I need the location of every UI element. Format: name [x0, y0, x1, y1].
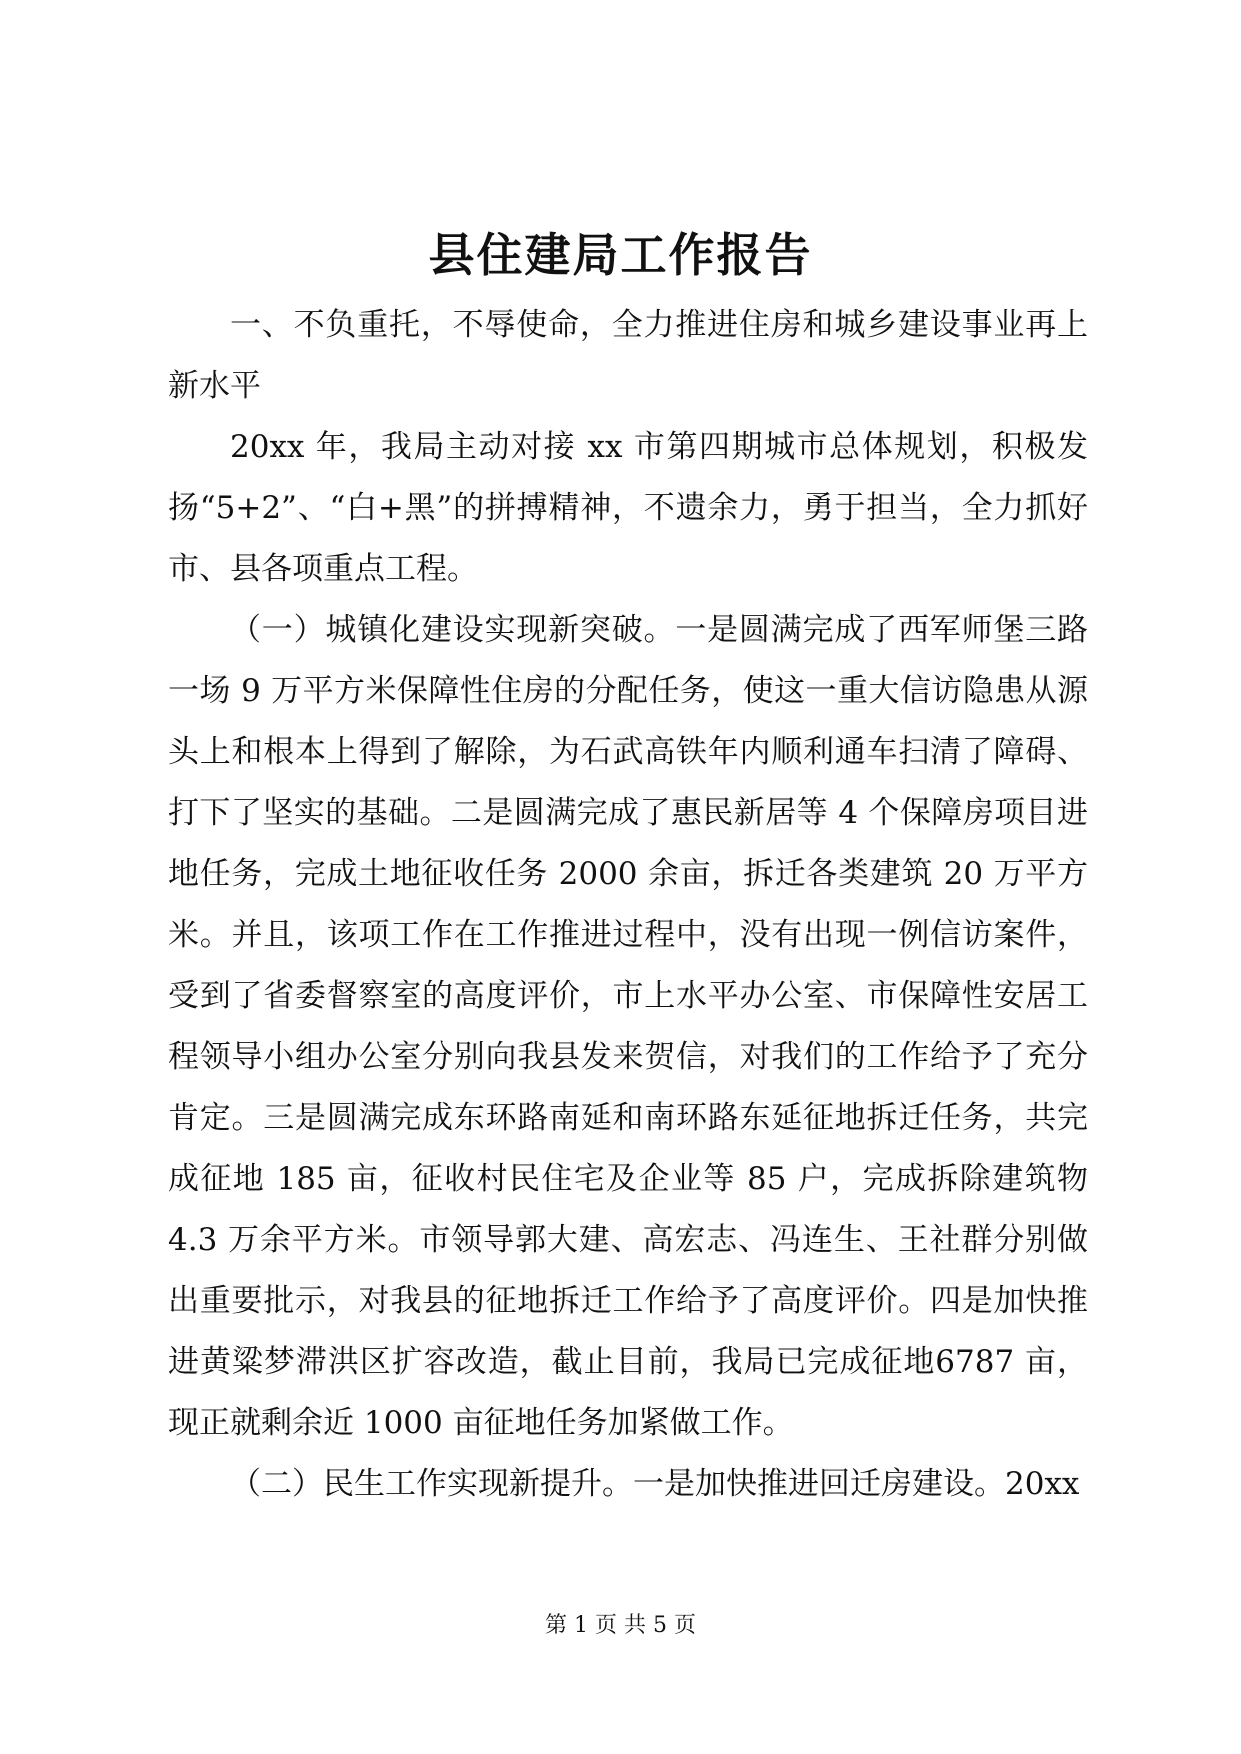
paragraph: （一）城镇化建设实现新突破。一是圆满完成了西军师堡三路一场 9 万平方米保障性住房的分配任务，使这一重大信访隐患从源头上和根本上得到了解除，为石武高铁年内顺利通车扫清了障碍、打下了坚实的基础。二是圆满完成了惠民新居等 4 个保障房项目进地任务，完成土地征收任务 2000 余亩，拆迁各类建筑 20 万平方米。并且，该项工作在工作推进过程中，没有出现一例信访案件，受到了省委督察室的高度评价，市上水平办公室、市保障性安居工程领导小组办公室分别向我县发来贺信，对我们的工作给予了充分肯定。三是圆满完成东环路南延和南环路东延征地拆迁任务，共完成征地 185 亩，征收村民住宅及企业等 85 户，完成拆除建筑物 4.3 万余平方米。市领导郭大建、高宏志、冯连生、王社群分别做出重要批示，对我县的征地拆迁工作给予了高度评价。四是加快推进黄粱梦滞洪区扩容改造，截止目前，我局已完成征地6787 亩，现正就剩余近 1000 亩征地任务加紧做工作。 [168, 612, 1088, 1441]
page-footer: 第 1 页 共 5 页 [545, 1613, 696, 1638]
document-title: 县住建局工作报告 [428, 228, 813, 282]
paragraph: 20xx 年，我局主动对接 xx 市第四期城市总体规划，积极发扬“5+2”、“白+黑”的拼搏精神，不遗余力，勇于担当，全力抓好市、县各项重点工程。 [168, 429, 1088, 587]
paragraph-heading: 一、不负重托，不辱使命，全力推进住房和城乡建设事业再上新水平 [168, 307, 1088, 404]
paragraph: （二）民生工作实现新提升。一是加快推进回迁房建设。20xx [230, 1466, 1080, 1502]
document-body [168, 295, 1088, 1515]
